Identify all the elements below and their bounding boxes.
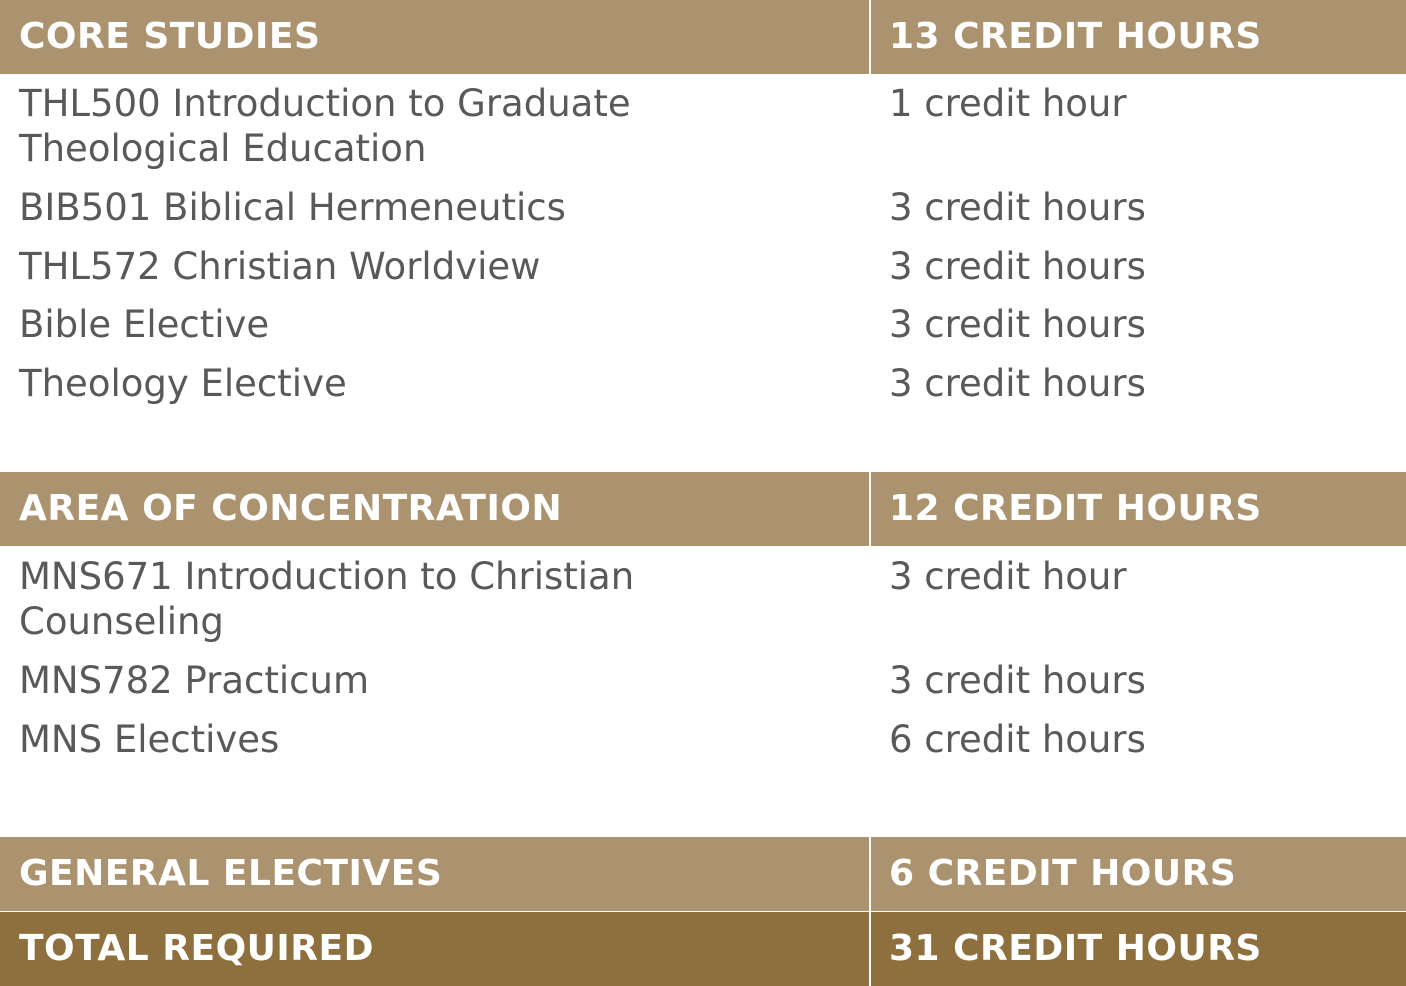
course-credit-hours: 3 credit hours	[889, 303, 1146, 346]
course-credit-hours: 3 credit hours	[889, 362, 1146, 405]
course-credit-hours: 3 credit hours	[889, 659, 1146, 702]
course-name: MNS Electives	[19, 718, 280, 761]
course-name: MNS671 Introduction to Christian Counseling	[19, 555, 635, 643]
course-credit-hours: 6 credit hours	[889, 718, 1146, 761]
column-divider	[869, 0, 871, 74]
course-name: THL572 Christian Worldview	[19, 245, 541, 288]
course-name: BIB501 Biblical Hermeneutics	[19, 186, 566, 229]
section-credit-total: 13 CREDIT HOURS	[889, 16, 1262, 57]
course-credit-hours: 1 credit hour	[889, 82, 1127, 125]
course-credit-hours: 3 credit hours	[889, 186, 1146, 229]
course-name: Bible Elective	[19, 303, 270, 346]
course-name: MNS782 Practicum	[19, 659, 369, 702]
column-divider	[869, 472, 871, 546]
column-divider	[869, 837, 871, 911]
course-credit-hours: 3 credit hour	[889, 555, 1127, 598]
column-divider	[869, 912, 871, 986]
general-electives-row	[0, 837, 1406, 911]
course-name: Theology Elective	[19, 362, 347, 405]
general-electives-label: GENERAL ELECTIVES	[19, 853, 443, 894]
total-required-label: TOTAL REQUIRED	[19, 928, 374, 969]
total-required-row	[0, 912, 1406, 986]
section-title: AREA OF CONCENTRATION	[19, 488, 563, 529]
section-title: CORE STUDIES	[19, 16, 321, 57]
section-credit-total: 12 CREDIT HOURS	[889, 488, 1262, 529]
concentration-header	[0, 472, 1406, 546]
course-name: THL500 Introduction to Graduate Theological Education	[19, 82, 631, 170]
general-electives-credit-total: 6 CREDIT HOURS	[889, 853, 1237, 894]
core-studies-header	[0, 0, 1406, 74]
course-credit-hours: 3 credit hours	[889, 245, 1146, 288]
total-required-credit-total: 31 CREDIT HOURS	[889, 928, 1262, 969]
